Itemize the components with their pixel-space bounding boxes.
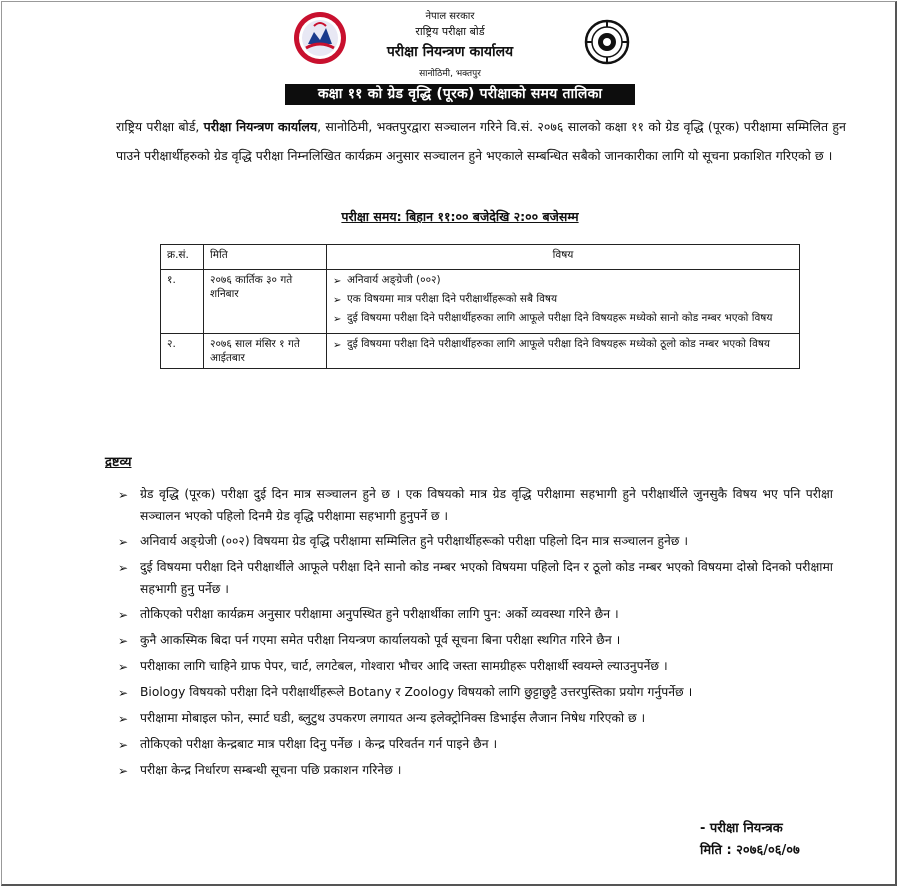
header-serial: क्र.सं. — [161, 245, 204, 270]
list-item — [118, 655, 833, 678]
arrow-bullet-icon: ➢ — [118, 660, 129, 674]
arrow-bullet-icon: ➢ — [333, 276, 342, 287]
subject-text: एक विषयमा मात्र परीक्षा दिने परीक्षार्थीहरूको सबै विषय — [347, 293, 558, 305]
intro-bold-office: परीक्षा नियन्त्रण कार्यालय — [203, 119, 318, 134]
note-text: अनिवार्य अङ्ग्रेजी (००२) विषयमा ग्रेड वृद्धि परीक्षामा सम्मिलित हुने परीक्षार्थीहरूको परीक्षा पहिलो दिन मात्र सञ्चालन हुनेछ । — [140, 534, 689, 548]
intro-paragraph — [116, 113, 846, 170]
list-item — [118, 483, 833, 527]
list-item — [118, 681, 833, 704]
subject-text: दुई विषयमा परीक्षा दिने परीक्षार्थीहरुका लागि आफूले परीक्षा दिने विषयहरू मध्येको ठूलो कोड नम्बर भएको विषय — [347, 338, 771, 350]
table-row — [161, 270, 800, 334]
header-date: मिति — [204, 245, 327, 270]
subject-item — [333, 292, 793, 308]
notes-list — [118, 483, 833, 785]
subject-item — [333, 337, 793, 353]
header-address: सानोठिमी, भक्तपुर — [419, 69, 481, 79]
document-title: कक्षा ११ को ग्रेड वृद्धि (पूरक) परीक्षाको समय तालिका — [285, 84, 635, 105]
intro-text-2: , सानोठिमी, भक्तपुरद्वारा सञ्चालन गरिने वि.सं. २०७६ सालको कक्षा ११ को ग्रेड वृद्धि (पूरक) परीक्षामा सम्मिलित हुन पाउने परीक्षार्थीहरुको ग्रेड वृद्धि परीक्षा निम्नलिखित कार्यक्रम अनुसार सञ्चालन हुने भएकाले सम्बन्धित सबैको जानकारीका लागि यो सूचना प्रकाशित गरिएको छ । — [116, 119, 846, 163]
arrow-bullet-icon: ➢ — [118, 488, 129, 502]
list-item — [118, 530, 833, 553]
table-header-row — [161, 245, 800, 270]
arrow-bullet-icon: ➢ — [118, 608, 129, 622]
arrow-bullet-icon: ➢ — [333, 295, 342, 306]
arrow-bullet-icon: ➢ — [118, 535, 129, 549]
subject-text: अनिवार्य अङ्ग्रेजी (००२) — [347, 274, 441, 286]
note-text: परीक्षाका लागि चाहिने ग्राफ पेपर, चार्ट, लगटेबल, गोश्वारा भौचर आदि जस्ता सामग्रीहरू परीक्षार्थी स्वयम्ले ल्याउनुपर्नेछ । — [140, 659, 668, 673]
note-text: तोकिएको परीक्षा कार्यक्रम अनुसार परीक्षामा अनुपस्थित हुने परीक्षार्थीका लागि पुन: अर्को व्यवस्था गरिने छैन । — [140, 607, 619, 621]
note-text: तोकिएको परीक्षा केन्द्रबाट मात्र परीक्षा दिनु पर्नेछ । केन्द्र परिवर्तन गर्न पाइने छैन । — [140, 737, 498, 751]
note-text: दुई विषयमा परीक्षा दिने परीक्षार्थीले आफूले परीक्षा दिने सानो कोड नम्बर भएको विषयमा पहिलो दिन र ठूलो कोड नम्बर भएको विषयमा दोस्रो दिनको परीक्षामा सहभागी हुनु पर्नेछ । — [140, 560, 833, 596]
subject-item — [333, 311, 793, 327]
note-text: ग्रेड वृद्धि (पूरक) परीक्षा दुई दिन मात्र सञ्चालन हुने छ । एक विषयको मात्र ग्रेड वृद्धि परीक्षामा सहभागी हुने परीक्षार्थीले जुनसुकै विषय भए पनि परीक्षा सञ्चालन भएको पहिलो दिनमै ग्रेड वृद्धि परीक्षामा सहभागी हुनुपर्ने छ । — [140, 487, 833, 523]
note-text: परीक्षामा मोबाइल फोन, स्मार्ट घडी, ब्लुटुथ उपकरण लगायत अन्य इलेक्ट्रोनिक्स डिभाईस लैजान निषेध गरिएको छ । — [140, 711, 646, 725]
table-row — [161, 334, 800, 369]
row-serial: १. — [161, 270, 204, 334]
arrow-bullet-icon: ➢ — [118, 764, 129, 778]
note-text: Biology विषयको परीक्षा दिने परीक्षार्थीहरूले Botany र Zoology विषयको लागि छुट्टाछुट्टै उत्तरपुस्तिका प्रयोग गर्नुपर्नेछ । — [140, 685, 693, 699]
signatory: - परीक्षा नियन्त्रक — [700, 821, 783, 836]
signature-date: मिति : २०७६/०६/०७ — [700, 843, 800, 858]
list-item — [118, 707, 833, 730]
row-date: २०७६ कार्तिक ३० गते शनिबार — [204, 270, 327, 334]
list-item — [118, 733, 833, 756]
header-subject: विषय — [327, 245, 800, 270]
note-text: कुनै आकस्मिक बिदा पर्न गएमा समेत परीक्षा नियन्त्रण कार्यालयको पूर्व सूचना बिना परीक्षा स्थगित गरिने छैन । — [140, 633, 621, 647]
arrow-bullet-icon: ➢ — [333, 340, 342, 351]
notes-title: द्रष्टव्य — [105, 455, 132, 470]
header-office: परीक्षा नियन्त्रण कार्यालय — [386, 44, 514, 60]
row-date: २०७६ साल मंसिर १ गते आईतबार — [204, 334, 327, 369]
intro-text-1: राष्ट्रिय परीक्षा बोर्ड, — [116, 119, 204, 134]
row-serial: २. — [161, 334, 204, 369]
subject-item — [333, 273, 793, 289]
arrow-bullet-icon: ➢ — [333, 314, 342, 325]
list-item — [118, 603, 833, 626]
arrow-bullet-icon: ➢ — [118, 561, 129, 575]
arrow-bullet-icon: ➢ — [118, 686, 129, 700]
arrow-bullet-icon: ➢ — [118, 712, 129, 726]
row-subjects — [327, 270, 800, 334]
arrow-bullet-icon: ➢ — [118, 738, 129, 752]
header-board: राष्ट्रिय परीक्षा बोर्ड — [415, 25, 485, 38]
header-government: नेपाल सरकार — [425, 11, 475, 22]
note-text: परीक्षा केन्द्र निर्धारण सम्बन्धी सूचना पछि प्रकाशन गरिनेछ । — [140, 763, 402, 777]
list-item — [118, 629, 833, 652]
arrow-bullet-icon: ➢ — [118, 634, 129, 648]
row-subjects — [327, 334, 800, 369]
schedule-table — [160, 244, 800, 369]
list-item — [118, 556, 833, 600]
subject-text: दुई विषयमा परीक्षा दिने परीक्षार्थीहरुका लागि आफूले परीक्षा दिने विषयहरू मध्येको सानो कोड नम्बर भएको विषय — [347, 312, 773, 324]
list-item — [118, 759, 833, 782]
exam-time: परीक्षा समय: बिहान ११:०० बजेदेखि २:०० बजेसम्म — [341, 209, 579, 224]
